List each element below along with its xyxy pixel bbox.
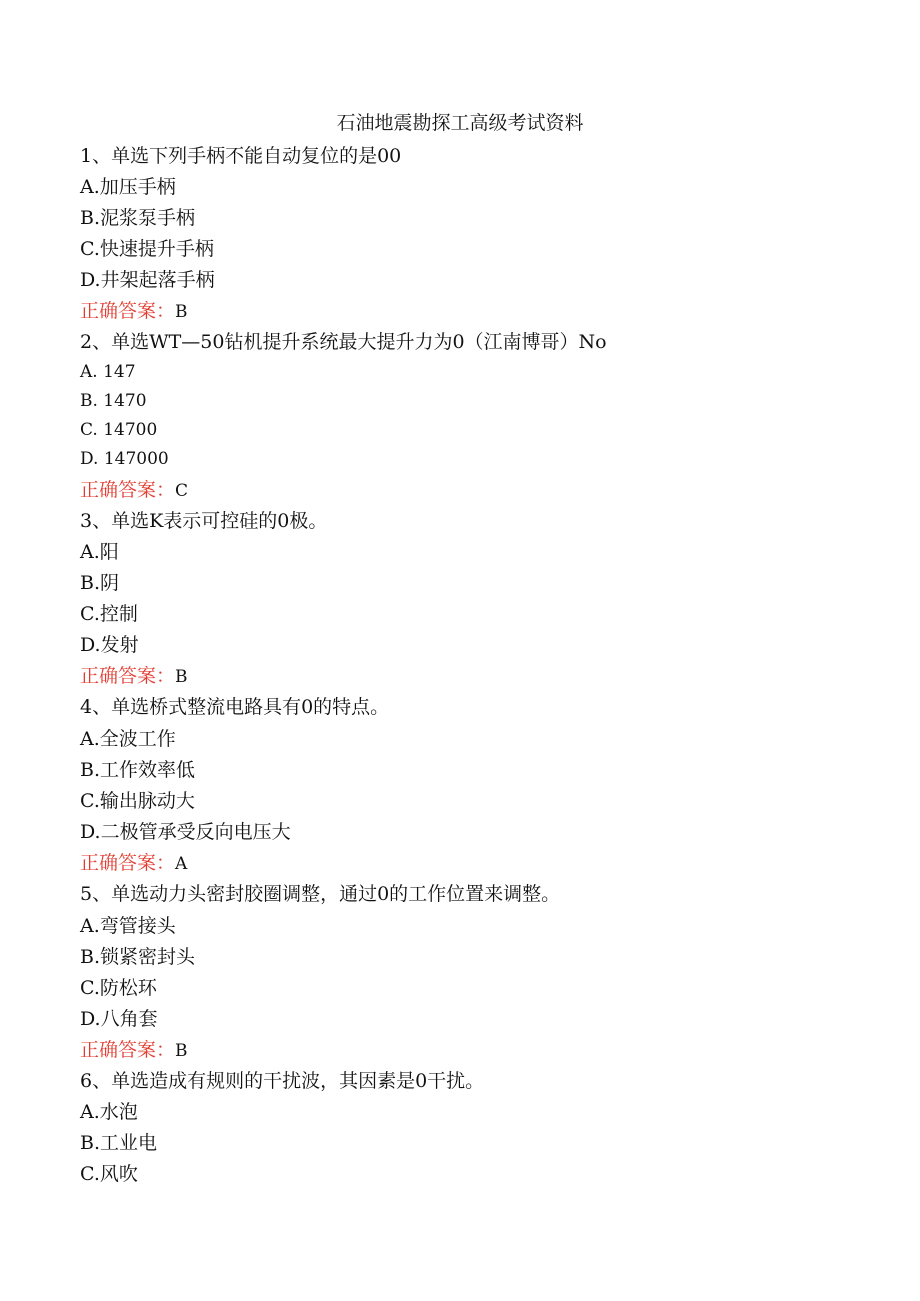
answer-label: 正确答案： — [80, 1039, 176, 1061]
answer-value: C — [175, 481, 189, 501]
question-5-option-a: A.弯管接头 — [80, 915, 176, 937]
answer-value: B — [175, 667, 188, 687]
answer-label: 正确答案： — [80, 479, 176, 501]
question-6-option-c: C.风吹 — [80, 1163, 138, 1185]
question-5-option-d: D.八角套 — [80, 1008, 158, 1030]
question-2-answer — [80, 477, 188, 504]
question-3-option-a: A.阳 — [80, 541, 119, 563]
question-1-option-b: B.泥浆泵手柄 — [80, 207, 196, 229]
question-4-stem: 4、单选桥式整流电路具有0的特点。 — [80, 696, 390, 718]
answer-label: 正确答案： — [80, 852, 176, 874]
question-4-option-a: A.全波工作 — [80, 728, 176, 750]
question-2-option-c: C. 14700 — [80, 420, 158, 440]
question-5-answer — [80, 1037, 188, 1064]
question-5-option-b: B.锁紧密封头 — [80, 946, 196, 968]
question-3-option-b: B.阴 — [80, 572, 120, 594]
question-2-stem: 2、单选WT—50钻机提升系统最大提升力为0（江南博哥）No — [80, 331, 607, 353]
document-title: 石油地震勘探工高级考试资料 — [336, 112, 584, 134]
question-3-stem: 3、单选K表示可控硅的0极。 — [80, 510, 328, 532]
question-1-option-d: D.井架起落手柄 — [80, 269, 215, 291]
question-3-answer — [80, 663, 188, 690]
answer-value: A — [175, 854, 188, 874]
question-5-stem: 5、单选动力头密封胶圈调整，通过0的工作位置来调整。 — [80, 883, 561, 905]
question-2-option-a: A. 147 — [80, 362, 136, 382]
answer-label: 正确答案： — [80, 300, 176, 322]
question-3-option-d: D.发射 — [80, 634, 139, 656]
question-6-stem: 6、单选造成有规则的干扰波，其因素是0干扰。 — [80, 1070, 485, 1092]
question-4-answer — [80, 850, 187, 877]
answer-value: B — [175, 1041, 188, 1061]
question-6-option-b: B.工业电 — [80, 1132, 158, 1154]
question-5-option-c: C.防松环 — [80, 977, 157, 999]
question-4-option-d: D.二极管承受反向电压大 — [80, 821, 291, 843]
question-1-option-c: C.快速提升手柄 — [80, 238, 214, 260]
question-2-option-b: B. 1470 — [80, 391, 147, 411]
question-1-option-a: A.加压手柄 — [80, 176, 176, 198]
question-4-option-c: C.输出脉动大 — [80, 790, 195, 812]
answer-value: B — [175, 302, 188, 322]
question-1-answer — [80, 298, 188, 325]
question-3-option-c: C.控制 — [80, 603, 138, 625]
question-1-stem: 1、单选下列手柄不能自动复位的是00 — [80, 145, 402, 167]
question-2-option-d: D. 147000 — [80, 449, 169, 469]
question-4-option-b: B.工作效率低 — [80, 759, 196, 781]
answer-label: 正确答案： — [80, 665, 176, 687]
question-6-option-a: A.水泡 — [80, 1101, 138, 1123]
